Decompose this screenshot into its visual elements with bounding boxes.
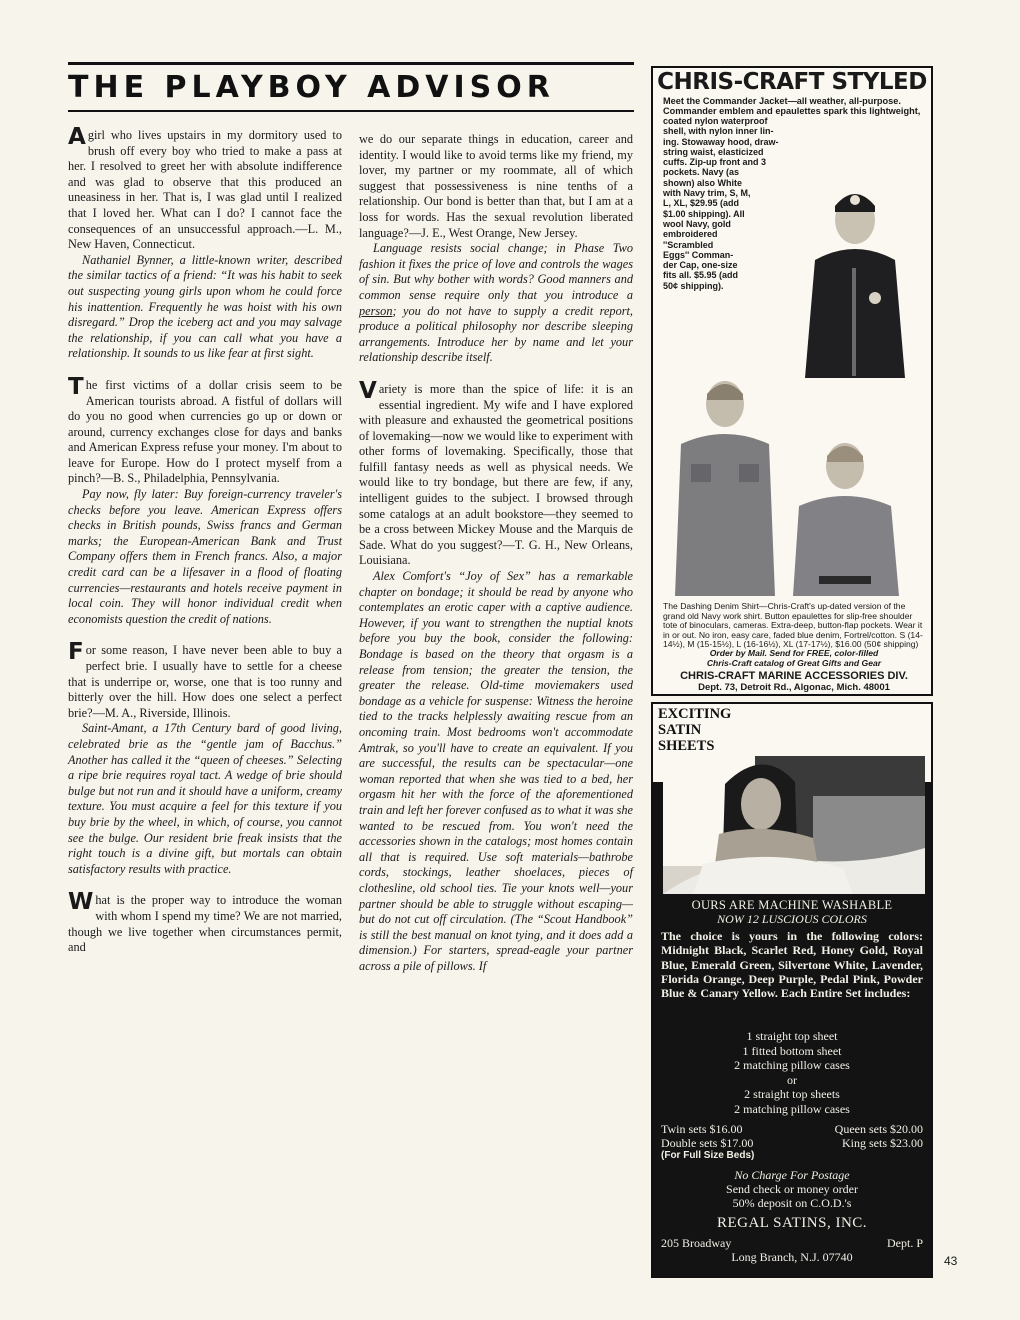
jacket-description: coated nylon waterproof shell, with nylon inner lin- ing. Stowaway hood, draw- string waist, elasticized cuffs. Zip-up front and 3 pockets. Navy (as shown) also White with Navy trim, S, M, L, XL, $29.95 (add $1.00 shipping). All wool Navy, gold embroidered ''Scrambled Eggs'' Comman- der Cap, one-size fits all. $5.95 (add 50¢ shipping). (663, 116, 779, 291)
answer-2: Pay now, fly later: Buy foreign-currency traveler's checks before you leave. American Express offers checks in British pounds, Swiss francs and German marks; the European-American Bank and Trust Company offers them in French francs. Also, a major credit card can be a lifesaver in a flood of floating currencies—restaurants and hotels receive payment in local coin. They will honor individual credit when economists question the credit of nations. (68, 487, 342, 626)
masthead-rule-bottom (68, 110, 634, 112)
denim-shirt-description: The Dashing Denim Shirt—Chris-Craft's up-dated version of the grand old Navy work shirt. Button epaulettes for slip-free shoulder tote of binoculars, cameras. Extra-deep, button-flap pockets. Wear it in or out. No iron, easy care, faded blue denim, Fortrel/cotton. S (14-14½), M (15-15½), L (16-16½), XL (17-17½), $16.00 (50¢ shipping) (663, 601, 923, 650)
chris-craft-ad (651, 66, 933, 696)
letter-5: Variety is more than the spice of life: it is an essential ingredient. My wife and I have explored with pleasure and exhausted the geometrical positions of lovemaking—now we would like to experiment with other forms of lovemaking. Specifically, those that fulfill fantasy needs as well as physical needs. We would like to try bondage, but there are few, if any, intelligent guides to the subject. I browsed through some catalogs at an adult bookstore—they seemed to be a cross between Mickey Mouse and the Marquis de Sade. What do you suggest?—T. G. H., New Orleans, Louisiana. (359, 377, 633, 568)
model-illustration (663, 756, 925, 894)
letter-4: What is the proper way to introduce the woman with whom I spend my time? We are not married, though we live together when circumstances permit, and (68, 889, 342, 955)
ad-headline: EXCITING SATIN SHEETS (658, 706, 732, 754)
deposit-note: 50% deposit on C.O.D.'s (732, 1196, 852, 1210)
ad-intro: Meet the Commander Jacket—all weather, all-purpose. Commander emblem and epaulettes spark this lightweight, (663, 96, 921, 117)
page-number: 43 (944, 1254, 958, 1268)
answer-4: Language resists social change; in Phase Two fashion it fixes the price of love and controls the wages of sin. But why bother with words? Good manners and common sense require only that you introduce a person; you do not have to supply a credit report, produce a political philosophy nor describe sleeping arrangements. Introduce her by name and let your relationship describe itself. (359, 241, 633, 365)
column-middle (359, 132, 633, 974)
colors-count: NOW 12 LUSCIOUS COLORS (717, 912, 867, 926)
masthead-rule-top (68, 62, 634, 65)
company-address: Dept. 73, Detroit Rd., Algonac, Mich. 48001 (698, 682, 890, 693)
masthead-title: THE PLAYBOY ADVISOR (68, 70, 555, 105)
model-photo (663, 756, 925, 894)
price-queen: Queen sets $20.00 (834, 1122, 923, 1136)
answer-1: Nathaniel Bynner, a little-known writer, described the similar tactics of a friend: “It was his habit to seek out suspecting young girls upon whom he could force his inattention. Frequently he was hoist with his own disregard.” Drop the iceberg act and you may salvage the relationship, if you can call what you have a relationship. It sounds to us like fear at first sight. (68, 252, 342, 361)
letter-4-continued: we do our separate things in education, career and identity. I would like to avoid terms like my friend, my lover, my partner or my roommate, all of which suggest that possessiveness is nine tenths of a relationship. Our bond is better than that, but I am at a loss for words. Has the sexual revolution liberated language?—J. E., West Orange, New Jersey. (359, 132, 633, 240)
letter-2: The first victims of a dollar crisis seem to be American tourists abroad. A fistful of dollars will do you no good when currencies go up or down or around, currency exchanges close for days and banks and American Express refuse your money. I'm about to leave for Europe. How do I protect myself from a pinch?—B. S., Philadelphia, Pennsylvania. (68, 373, 342, 486)
price-king: King sets $23.00 (842, 1136, 923, 1150)
drop-cap: W (68, 889, 94, 916)
answer-5: Alex Comfort's “Joy of Sex” has a remarkable chapter on bondage; it should be read by anyone who contemplates an erotic caper with a captive audience. However, if you want to strengthen the nuptial knots before you buy the book, consider the following: Bondage is based on the theory that orgasm is a release from tension; the greater the tension, the greater the release. Old-time moviemakers used bondage as a vehicle for suspense: Witness the heroine tied to the tracks helplessly awaiting rescue from an oncoming train. Most bedrooms won't accommodate Amtrak, so you'll have to create an equivalent. If you are successful, the results can be spectacular—one woman reported that when she was tied to a bed, her orgasm hit her with the force of the aforementioned train and left her forever confused as to what it was she wanted to be rescued from. You won't need the accessories shown in the catalogs; most homes contain all that is required. Use soft materials—bathrobe cords, stockings, leather shoelaces, pieces of clothesline, old school ties. Tie your knots well—your partner should be able to struggle without escaping—but do not cut off circulation. (The “Scout Handbook” is still the best manual on knot tying, and it does add a dimension.) For starters, spread-eagle your partner across a pile of pillows. If (359, 569, 633, 973)
full-size-note: (For Full Size Beds) (661, 1150, 755, 1161)
regal-satins-ad (651, 702, 933, 1278)
ad-headline: CHRIS-CRAFT STYLED (657, 69, 927, 95)
letter-1: A girl who lives upstairs in my dormitory used to brush off every boy who tried to make a pass at her. I resolved to greet her with absolute indifference and was glad to observe that this produced an uneasiness in her. That is, I was glad until I realized that I loved her. What can I do? I cannot face the consequences of an unsuccessful approach.—L. M., New Haven, Connecticut. (68, 124, 342, 252)
order-note: Order by Mail. Send for FREE, color-filled Chris-Craft catalog of Great Gifts and Gear (706, 648, 882, 668)
postage-note: No Charge For Postage (734, 1168, 850, 1182)
washable-line: OURS ARE MACHINE WASHABLE (691, 898, 893, 912)
price-double: Double sets $17.00 (661, 1136, 754, 1150)
city-address: Long Branch, N.J. 07740 (731, 1250, 853, 1264)
price-twin: Twin sets $16.00 (661, 1122, 743, 1136)
set-option-a: 1 straight top sheet 1 fitted bottom sheet 2 matching pillow cases or 2 straight top sheets 2 matching pillow cases (734, 1029, 850, 1116)
street-address: 205 Broadway (661, 1236, 732, 1250)
drop-cap: T (68, 373, 84, 400)
column-left (68, 124, 342, 956)
drop-cap: F (68, 639, 84, 666)
letter-3: For some reason, I have never been able to buy a perfect brie. I usually have to settle for a cheese that is underripe or, worse, one that is too runny and bitterly over the hill. How does one select a perfect brie?—M. A., Riverside, Illinois. (68, 639, 342, 720)
color-choice: The choice is yours in the following colors: Midnight Black, Scarlet Red, Honey Gold, Royal Blue, Emerald Green, Silvertone White, Lavender, Florida Orange, Deep Purple, Pedal Pink, Powder Blue & Canary Yellow. Each Entire Set includes: (661, 929, 923, 1001)
drop-cap: A (68, 124, 86, 150)
company-division: CHRIS-CRAFT MARINE ACCESSORIES DIV. (680, 670, 908, 682)
drop-cap: V (359, 377, 377, 404)
answer-3: Saint-Amant, a 17th Century bard of good living, celebrated brie as the “gentle jam of Bacchus.” Another has called it the “queen of cheeses.” Selecting a ripe brie requires royal tact. A wedge of brie should bulge but not run and it should have a uniform, creamy texture. You must acquire a feel for this texture if you buy brie by the wheel, in which, of course, you cannot see the bulge. Our resident brie freak insists that the right touch is a divine gift, but mortals can obtain satisfactory results with practice. (68, 721, 342, 876)
company-name: REGAL SATINS, INC. (716, 1215, 868, 1231)
payment-note: Send check or money order (726, 1182, 858, 1196)
department: Dept. P (887, 1236, 923, 1250)
